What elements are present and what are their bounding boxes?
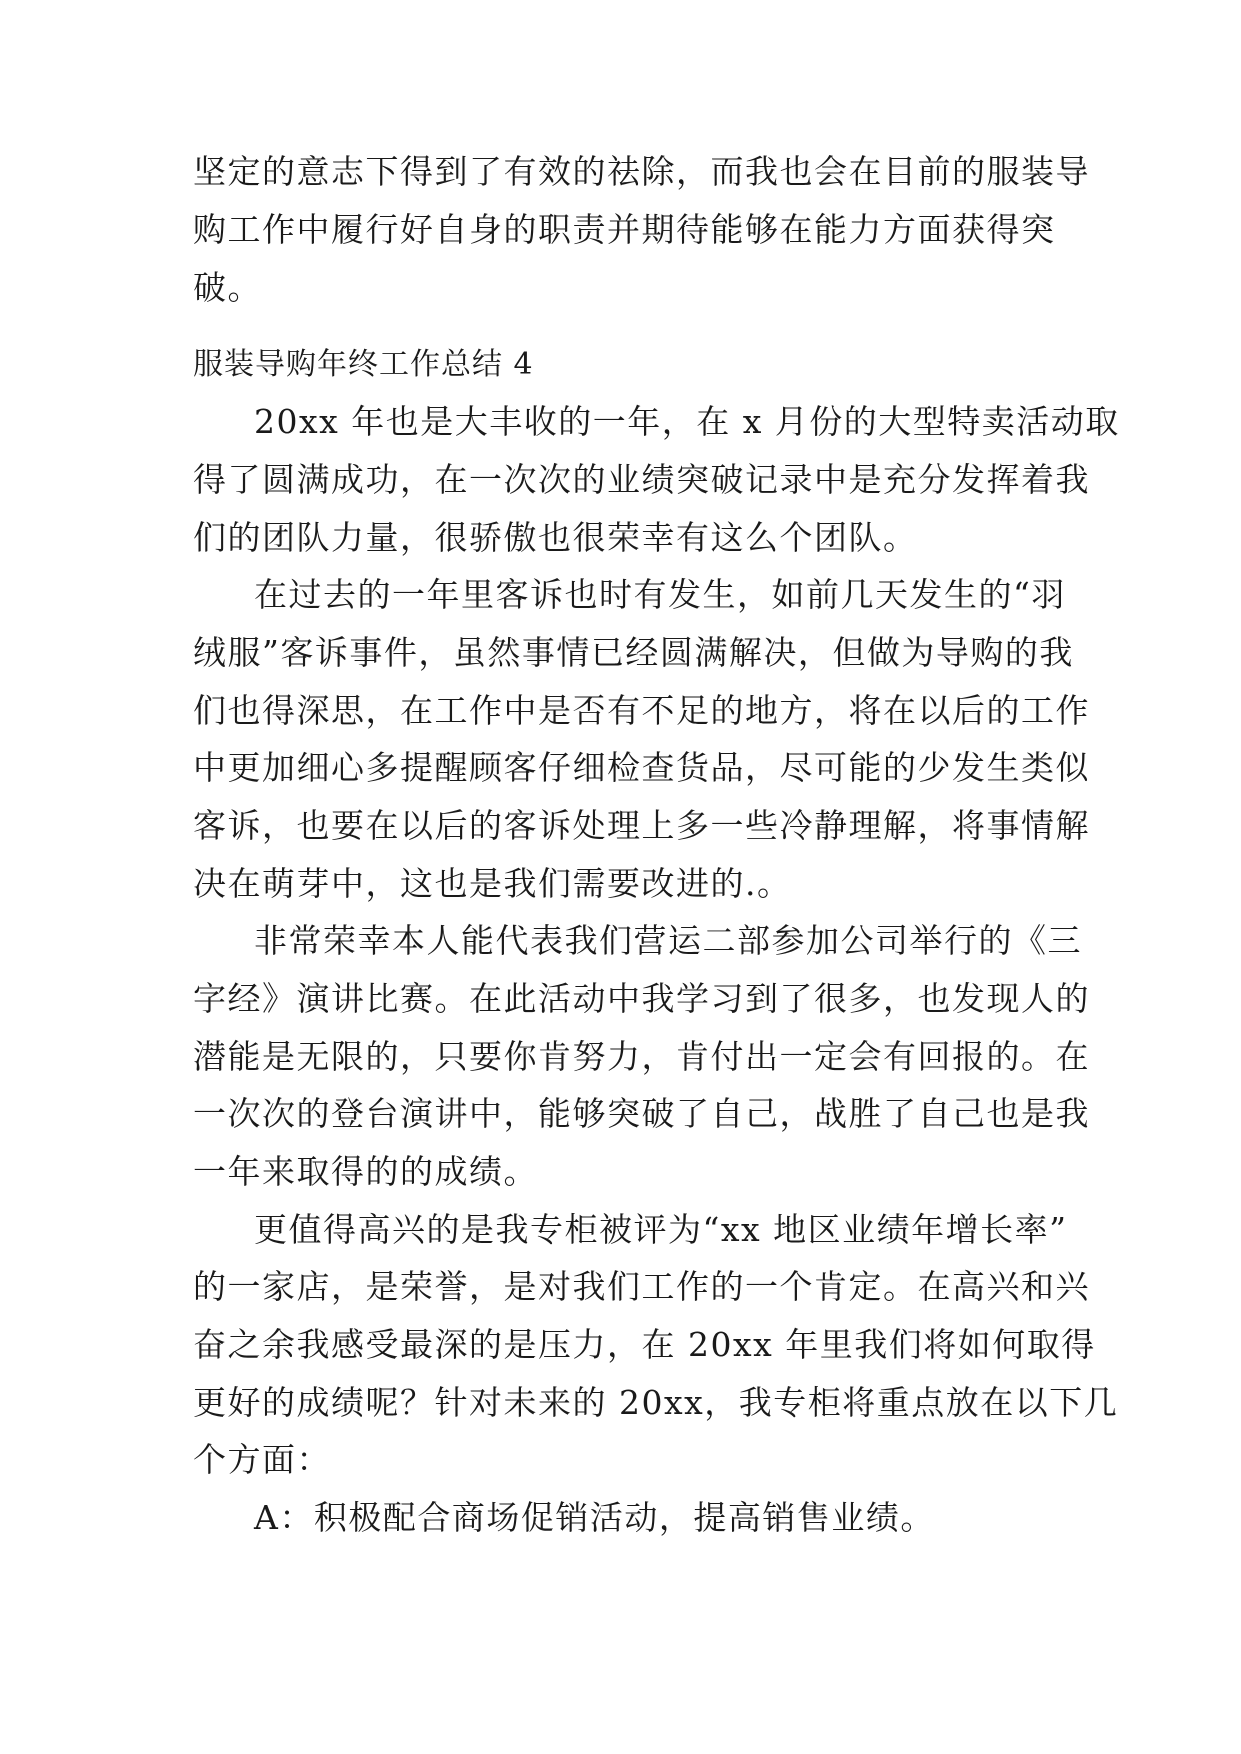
text-line: 购工作中履行好自身的职责并期待能够在能力方面获得突: [193, 210, 1056, 249]
text-line: 20xx 年也是大丰收的一年，在 x 月份的大型特卖活动取: [254, 402, 1120, 441]
text-line: 在过去的一年里客诉也时有发生，如前几天发生的“羽: [254, 575, 1066, 614]
text-line: 得了圆满成功，在一次次的业绩突破记录中是充分发挥着我: [193, 460, 1090, 499]
text-line: 更值得高兴的是我专柜被评为“xx 地区业绩年增长率”: [254, 1210, 1068, 1249]
text-line: 中更加细心多提醒顾客仔细检查货品，尽可能的少发生类似: [193, 748, 1090, 787]
text-line: 决在萌芽中，这也是我们需要改进的.。: [193, 864, 792, 903]
text-line: 潜能是无限的，只要你肯努力，肯付出一定会有回报的。在: [193, 1037, 1090, 1076]
text-line: 坚定的意志下得到了有效的祛除，而我也会在目前的服装导: [193, 152, 1090, 191]
text-line: 个方面：: [193, 1440, 331, 1479]
text-line: 一年来取得的的成绩。: [193, 1152, 538, 1191]
text-line: 更好的成绩呢？针对未来的 20xx，我专柜将重点放在以下几: [193, 1383, 1119, 1422]
text-line: 们的团队力量，很骄傲也很荣幸有这么个团队。: [193, 518, 918, 557]
text-line: A：积极配合商场促销活动，提高销售业绩。: [254, 1498, 935, 1537]
text-line: 一次次的登台演讲中，能够突破了自己，战胜了自己也是我: [193, 1094, 1090, 1133]
text-line: 字经》演讲比赛。在此活动中我学习到了很多，也发现人的: [193, 979, 1090, 1018]
section-heading: 服装导购年终工作总结 4: [193, 347, 534, 382]
text-line: 客诉，也要在以后的客诉处理上多一些冷静理解，将事情解: [193, 806, 1090, 845]
text-line: 非常荣幸本人能代表我们营运二部参加公司举行的《三: [254, 921, 1082, 960]
text-line: 绒服”客诉事件，虽然事情已经圆满解决，但做为导购的我: [193, 633, 1074, 672]
text-line: 破。: [193, 268, 262, 307]
text-line: 奋之余我感受最深的是压力，在 20xx 年里我们将如何取得: [193, 1325, 1096, 1364]
text-line: 们也得深思，在工作中是否有不足的地方，将在以后的工作: [193, 691, 1090, 730]
text-line: 的一家店，是荣誉，是对我们工作的一个肯定。在高兴和兴: [193, 1267, 1090, 1306]
